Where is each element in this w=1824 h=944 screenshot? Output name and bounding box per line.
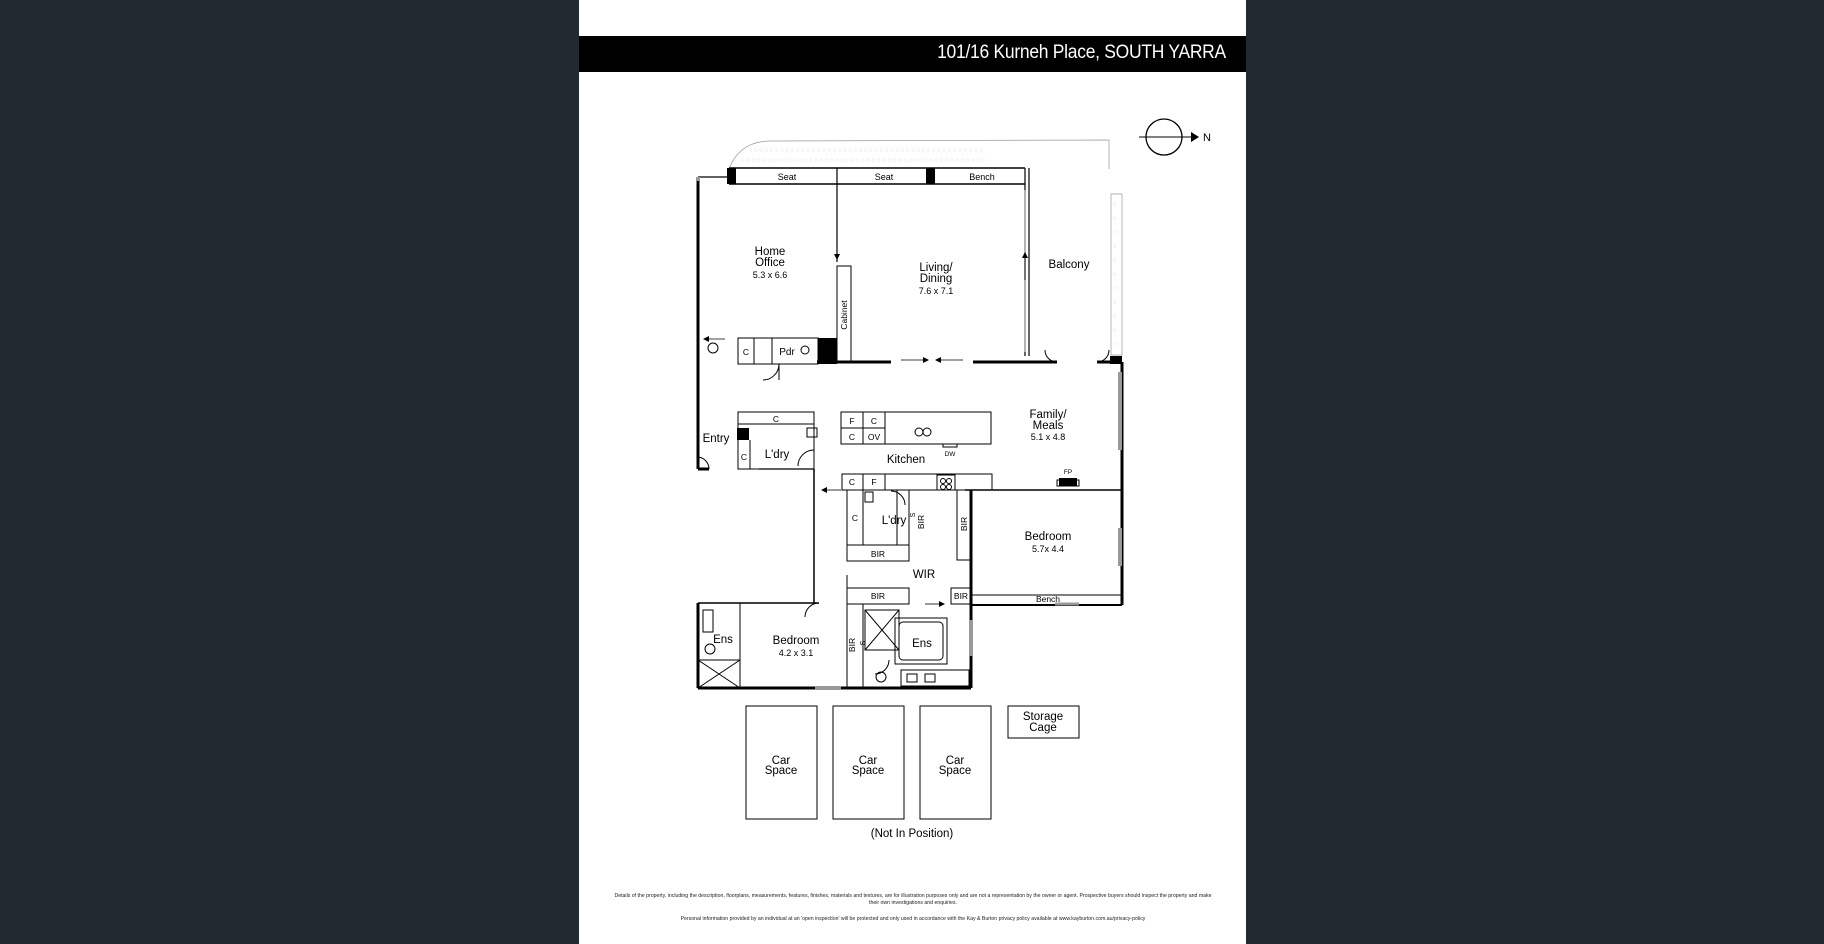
- entry-label: Entry: [702, 433, 730, 445]
- living-dining-dims: 7.6 x 7.1: [918, 286, 954, 296]
- storage-cage: [1008, 706, 1079, 738]
- svg-text:◌: ◌: [1113, 314, 1117, 320]
- kitchen-label: Kitchen: [886, 454, 926, 466]
- compass-icon: [1139, 119, 1211, 155]
- svg-text:◌: ◌: [1113, 202, 1117, 208]
- wir-label: WIR: [912, 569, 936, 581]
- bedroom-main-label: Bedroom: [1024, 531, 1072, 543]
- svg-text:◌: ◌: [1113, 342, 1117, 348]
- bir-label-bed: BIR: [953, 591, 969, 601]
- cabinet-label: Cabinet: [839, 300, 849, 330]
- cupboard-label-ldry: C: [740, 452, 748, 462]
- car-space-3-line1: Car: [945, 755, 965, 767]
- compass-north-label: N: [1203, 132, 1211, 144]
- cupboard-label-ldry-top: C: [772, 414, 780, 424]
- storage-cage-label-1: Storage: [1022, 711, 1064, 723]
- svg-text:◌: ◌: [1113, 244, 1117, 250]
- cupboard-label-k1: C: [870, 416, 878, 426]
- cupboard-label-k2: C: [848, 432, 856, 442]
- car-spaces: [746, 706, 991, 840]
- bir-label-lower: BIR: [870, 591, 886, 601]
- svg-text:◌: ◌: [1113, 216, 1117, 222]
- family-meals-dims: 5.1 x 4.8: [1030, 432, 1066, 442]
- bir-label-upper: BIR: [870, 549, 886, 559]
- fridge-label-1: F: [849, 416, 855, 426]
- shower-label-1: S: [910, 512, 917, 518]
- svg-text:◌: ◌: [1113, 258, 1117, 264]
- balcony-label: Balcony: [1048, 259, 1090, 271]
- svg-text:◌: ◌: [1113, 300, 1117, 306]
- laundry-main-label: L'dry: [764, 449, 790, 461]
- disclaimer-text: Details of the property, including the description, floorplans, measurements, features, finishes, materials and textures, are for illustration purposes only and are not a representation by the owner or agent. Prospective buyers should inspect the property and make their own investigations and enquiries.: [614, 893, 1212, 906]
- seat-label-1: Seat: [777, 172, 797, 182]
- floor-plan-diagram: [579, 0, 1246, 944]
- fireplace-label: FP: [1063, 469, 1073, 476]
- laundry-second-label: L'dry: [881, 515, 907, 527]
- svg-text:◌: ◌: [1113, 286, 1117, 292]
- bedroom-second-dims: 4.2 x 3.1: [778, 648, 814, 658]
- living-dining-label-2: Dining: [919, 273, 953, 285]
- svg-text:◌: ◌: [1113, 230, 1117, 236]
- ensuite-second-label: Ens: [713, 634, 733, 646]
- powder-room-label: Pdr: [779, 347, 795, 358]
- bench-label-bedroom: Bench: [1035, 594, 1061, 604]
- living-dining-label-1: Living/: [919, 262, 953, 274]
- cupboard-label-pdr: C: [742, 347, 750, 357]
- fridge-label-2: F: [871, 477, 877, 487]
- family-meals-label-1: Family/: [1029, 409, 1067, 421]
- bench-label-top: Bench: [969, 172, 995, 182]
- cupboard-label-ldry2: C: [851, 513, 859, 523]
- family-meals-label-2: Meals: [1032, 420, 1064, 432]
- svg-text:◌ ◌ ◌ ◌ ◌ ◌ ◌ ◌ ◌ ◌ ◌ ◌ ◌ ◌ ◌: ◌ ◌ ◌ ◌ ◌ ◌ ◌ ◌ ◌ ◌ ◌ ◌ ◌ ◌ ◌ ◌ ◌ ◌ ◌ ◌ ◌ ◌ ◌ ◌ ◌ ◌ ◌ ◌ ◌ ◌ ◌ ◌ ◌ ◌ ◌ ◌ ◌ ◌ ◌ ◌ ◌ ◌ ◌ ◌ ◌ ◌ ◌: [741, 158, 986, 164]
- car-space-2-line1: Car: [858, 755, 878, 767]
- car-space-1-line2: Space: [764, 765, 798, 777]
- bir-label-vertical-3: BIR: [847, 637, 857, 653]
- sliding-door-arrows: [703, 232, 1028, 607]
- ensuite-main-label: Ens: [912, 638, 932, 650]
- seat-label-2: Seat: [874, 172, 894, 182]
- car-space-3-line2: Space: [938, 765, 972, 777]
- shower-label-2: S: [860, 640, 867, 646]
- privacy-text: Personal information provided by an individual at an 'open inspection' will be protected and only used in accordance with the Kay & Burton privacy policy available at www.kayburton.com.au/privacy-policy: [680, 916, 1146, 922]
- bir-label-vertical-1: BIR: [916, 514, 926, 530]
- car-space-1-line1: Car: [771, 755, 791, 767]
- property-address-title: 101/16 Kurneh Place, SOUTH YARRA: [937, 42, 1226, 63]
- home-office-label-2: Office: [755, 257, 785, 269]
- cupboard-label-k3: C: [848, 477, 856, 487]
- svg-text:◌: ◌: [1113, 328, 1117, 334]
- bedroom-main-dims: 5.7x 4.4: [1031, 544, 1065, 554]
- car-space-2-line2: Space: [851, 765, 885, 777]
- car-not-in-position-note: (Not In Position): [870, 828, 954, 840]
- dishwasher-label: DW: [944, 451, 956, 458]
- svg-text:◌ ◌ ◌ ◌ ◌ ◌ ◌ ◌ ◌ ◌ ◌ ◌ ◌ ◌ ◌: ◌ ◌ ◌ ◌ ◌ ◌ ◌ ◌ ◌ ◌ ◌ ◌ ◌ ◌ ◌ ◌ ◌ ◌ ◌ ◌ ◌ ◌ ◌ ◌ ◌ ◌ ◌ ◌ ◌ ◌ ◌ ◌ ◌ ◌ ◌ ◌ ◌ ◌ ◌ ◌ ◌ ◌ ◌ ◌ ◌: [749, 148, 983, 154]
- storage-cage-label-2: Cage: [1029, 722, 1057, 734]
- bedroom-second-label: Bedroom: [772, 635, 820, 647]
- home-office-label-1: Home: [754, 246, 786, 258]
- floorplan-sheet: [579, 0, 1246, 944]
- svg-text:◌: ◌: [1113, 272, 1117, 278]
- home-office-dims: 5.3 x 6.6: [752, 270, 788, 280]
- oven-label: OV: [867, 432, 881, 442]
- bir-label-vertical-2: BIR: [959, 516, 969, 532]
